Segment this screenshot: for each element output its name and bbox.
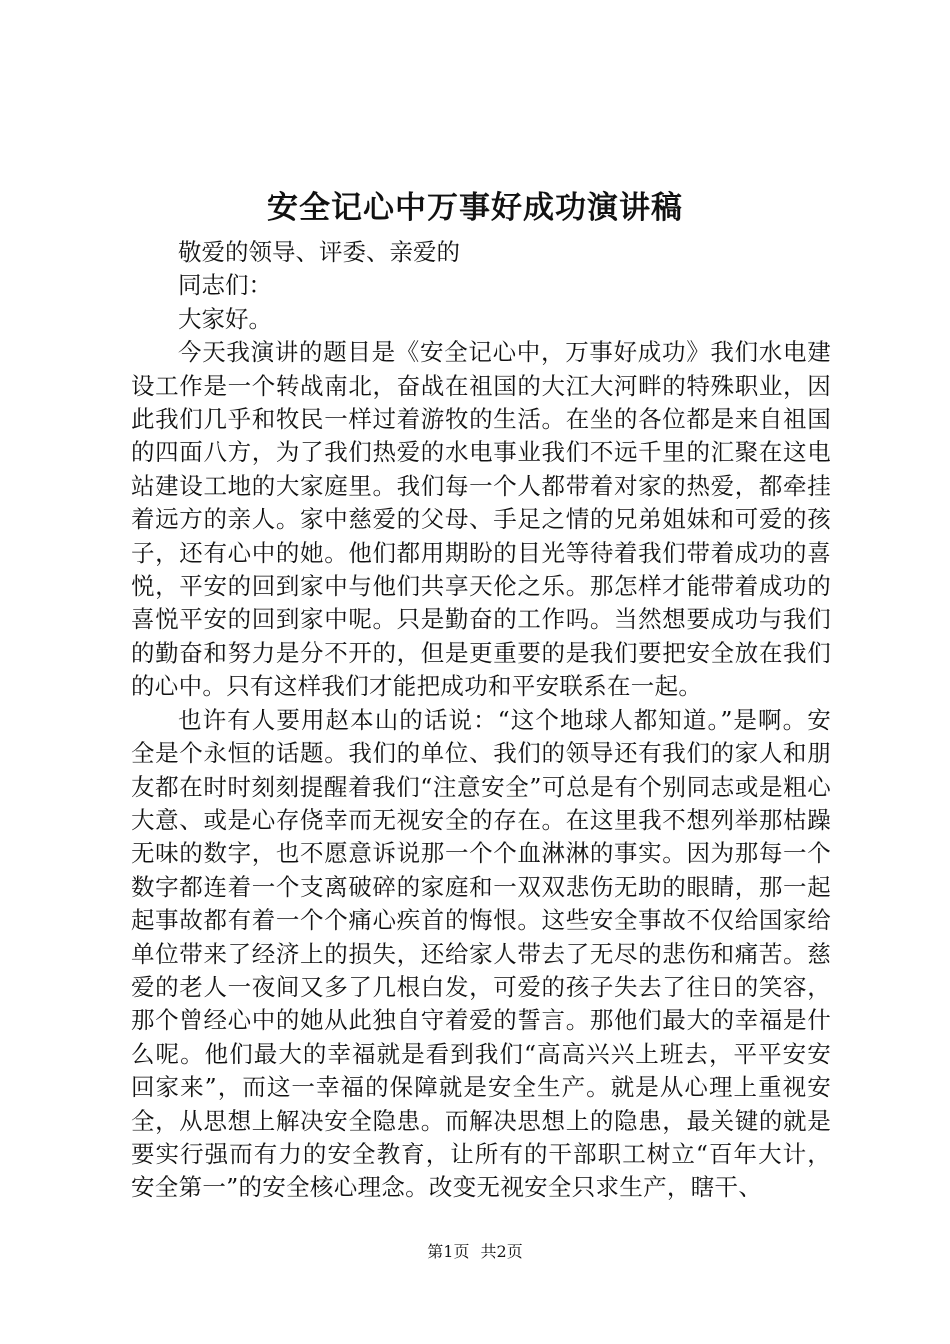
document-title: 安全记心中万事好成功演讲稿	[267, 190, 683, 226]
salutation-line-1: 敬爱的领导、评委、亲爱的	[178, 238, 460, 266]
document-body	[131, 236, 831, 1205]
page-footer	[0, 1240, 950, 1264]
page-total: 共2页	[480, 1242, 523, 1261]
body-paragraph-1: 今天我演讲的题目是《安全记心中，万事好成功》我们水电建设工作是一个转战南北，奋战在祖国的大江大河畔的特殊职业，因此我们几乎和牧民一样过着游牧的生活。在坐的各位都是来自祖国的四面八方，为了我们热爱的水电事业我们不远千里的汇聚在这电站建设工地的大家庭里。我们每一个人都带着对家的热爱，都牵挂着远方的亲人。家中慈爱的父母、手足之情的兄弟姐妹和可爱的孩子，还有心中的她。他们都用期盼的目光等待着我们带着成功的喜悦，平安的回到家中与他们共享天伦之乐。那怎样才能带着成功的喜悦平安的回到家中呢。只是勤奋的工作吗。当然想要成功与我们的勤奋和努力是分不开的，但是更重要的是我们要把安全放在我们的心中。只有这样我们才能把成功和平安联系在一起。	[131, 338, 831, 701]
page-number: 第1页	[427, 1242, 470, 1261]
body-paragraph-2: 也许有人要用赵本山的话说：“这个地球人都知道。”是啊。安全是个永恒的话题。我们的单位、我们的领导还有我们的家人和朋友都在时时刻刻提醒着我们“注意安全”可总是有个别同志或是粗心大意、或是心存侥幸而无视安全的存在。在这里我不想列举那枯躁无味的数字，也不愿意诉说那一个个血淋淋的事实。因为那每一个数字都连着一个支离破碎的家庭和一双双悲伤无助的眼睛，那一起起事故都有着一个个痛心疾首的悔恨。这些安全事故不仅给国家给单位带来了经济上的损失，还给家人带去了无尽的悲伤和痛苦。慈爱的老人一夜间又多了几根白发，可爱的孩子失去了往日的笑容，那个曾经心中的她从此独自守着爱的誓言。那他们最大的幸福是什么呢。他们最大的幸福就是看到我们“高高兴兴上班去，平平安安回家来”，而这一幸福的保障就是安全生产。就是从心理上重视安全，从思想上解决安全隐患。而解决思想上的隐患，最关键的就是要实行强而有力的安全教育，让所有的干部职工树立“百年大计，安全第一”的安全核心理念。改变无视安全只求生产，瞎干、	[131, 705, 831, 1202]
salutation-line-2: 同志们：	[178, 271, 272, 300]
greeting: 大家好。	[178, 304, 272, 333]
